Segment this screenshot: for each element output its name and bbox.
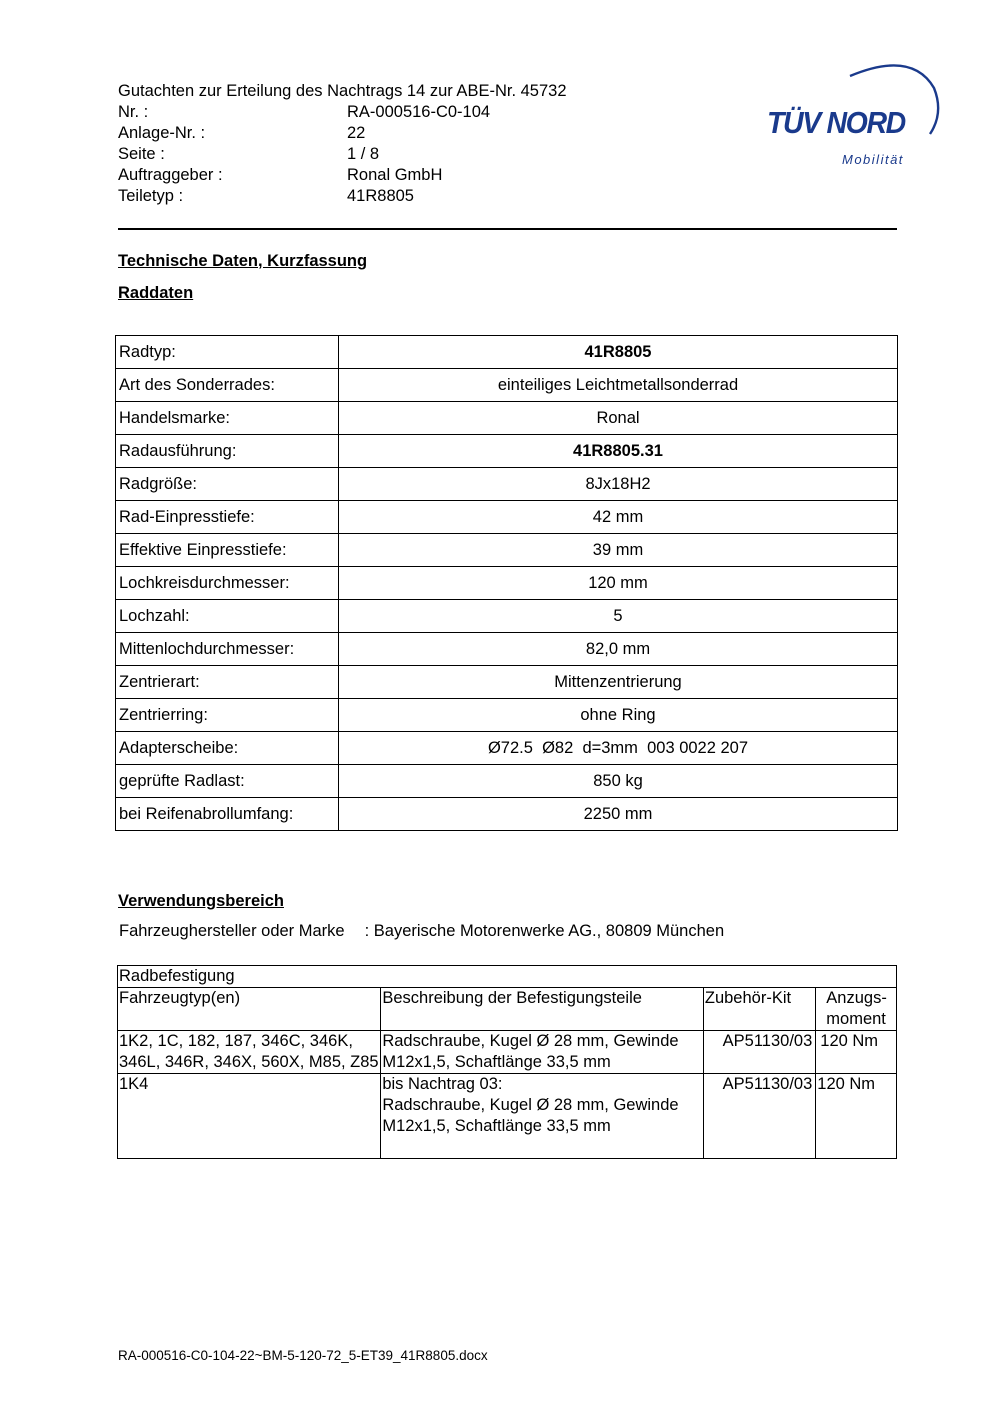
table-row <box>116 534 898 567</box>
row-value: 5 <box>339 600 898 633</box>
section-heading-raddaten: Raddaten <box>118 284 194 302</box>
row-label: Radausführung: <box>116 435 339 468</box>
raddaten-table <box>115 335 898 831</box>
footer-filename: RA-000516-C0-104-22~BM-5-120-72_5-ET39_41R8805.docx <box>118 1348 488 1363</box>
row-value: Ronal <box>339 402 898 435</box>
row-value: einteiliges Leichtmetallsonderrad <box>339 369 898 402</box>
row-label: Zentrierring: <box>116 699 339 732</box>
row-label: bei Reifenabrollumfang: <box>116 798 339 831</box>
anzugsmoment-cell: 120 Nm <box>816 1074 897 1159</box>
header-divider <box>118 228 897 230</box>
table-row <box>116 798 898 831</box>
row-label: Mittenlochdurchmesser: <box>116 633 339 666</box>
row-label: Lochzahl: <box>116 600 339 633</box>
beschreibung-line: Radschraube, Kugel Ø 28 mm, Gewinde M12x1,5, Schaftlänge 33,5 mm <box>382 1096 679 1135</box>
document-title: Gutachten zur Erteilung des Nachtrags 14 zur ABE-Nr. 45732 <box>118 82 567 100</box>
header-row-seite <box>118 144 678 165</box>
header-value: 41R8805 <box>347 187 414 205</box>
row-label: Art des Sonderrades: <box>116 369 339 402</box>
row-value: 41R8805.31 <box>339 435 898 468</box>
column-header: Fahrzeugtyp(en) <box>118 988 381 1031</box>
table-row <box>116 699 898 732</box>
beschreibung-cell: Radschraube, Kugel Ø 28 mm, Gewinde M12x1,5, Schaftlänge 33,5 mm <box>381 1031 704 1074</box>
zubehoer-kit-cell: AP51130/03 <box>703 1074 815 1159</box>
header-label: Teiletyp : <box>118 187 184 205</box>
logo-subtitle: Mobilität <box>842 152 904 167</box>
header-value: 22 <box>347 124 366 142</box>
column-header: Zubehör-Kit <box>703 988 815 1031</box>
row-label: Handelsmarke: <box>116 402 339 435</box>
header-row-teiletyp <box>118 186 678 207</box>
row-label: Radtyp: <box>116 336 339 369</box>
table-header-row <box>118 988 897 1031</box>
table-row <box>116 402 898 435</box>
header-label: Seite : <box>118 145 165 163</box>
row-label: Lochkreisdurchmesser: <box>116 567 339 600</box>
beschreibung-line: bis Nachtrag 03: <box>382 1075 503 1093</box>
row-label: geprüfte Radlast: <box>116 765 339 798</box>
table-row <box>116 369 898 402</box>
row-value: 41R8805 <box>339 336 898 369</box>
table-row <box>116 600 898 633</box>
row-label: Radgröße: <box>116 468 339 501</box>
row-value: 42 mm <box>339 501 898 534</box>
header-row-nr <box>118 102 678 123</box>
header-label: Nr. : <box>118 103 149 121</box>
column-header: Beschreibung der Befestigungsteile <box>381 988 704 1031</box>
table-title: Radbefestigung <box>118 966 897 988</box>
table-row <box>116 765 898 798</box>
logo-wordmark: TÜV NORD <box>767 105 905 140</box>
section-heading-verwendungsbereich: Verwendungsbereich <box>118 892 284 910</box>
row-value: 120 mm <box>339 567 898 600</box>
row-value: 8Jx18H2 <box>339 468 898 501</box>
table-row <box>116 633 898 666</box>
fahrzeughersteller-value: : Bayerische Motorenwerke AG., 80809 München <box>364 922 725 940</box>
zubehoer-kit-cell: AP51130/03 <box>703 1031 815 1074</box>
beschreibung-cell <box>381 1074 704 1159</box>
row-label: Adapterscheibe: <box>116 732 339 765</box>
radbefestigung-table <box>117 965 897 1159</box>
row-value: ohne Ring <box>339 699 898 732</box>
section-heading-technische-daten: Technische Daten, Kurzfassung <box>118 252 368 270</box>
row-value: 850 kg <box>339 765 898 798</box>
fahrzeughersteller-line <box>119 922 724 941</box>
column-header: Anzugs-moment <box>816 988 897 1031</box>
header-value: 1 / 8 <box>347 145 380 163</box>
table-row <box>118 1031 897 1074</box>
anzugsmoment-cell: 120 Nm <box>816 1031 897 1074</box>
table-row <box>118 1074 897 1159</box>
fahrzeugtyp-cell: 1K2, 1C, 182, 187, 346C, 346K, 346L, 346R, 346X, 560X, M85, Z85 <box>118 1031 381 1074</box>
header-label: Anlage-Nr. : <box>118 124 206 142</box>
row-value: 82,0 mm <box>339 633 898 666</box>
document-header <box>118 81 678 207</box>
header-row-anlage <box>118 123 678 144</box>
fahrzeugtyp-cell: 1K4 <box>118 1074 381 1159</box>
row-value: Mittenzentrierung <box>339 666 898 699</box>
table-row <box>116 468 898 501</box>
table-row <box>116 336 898 369</box>
row-label: Effektive Einpresstiefe: <box>116 534 339 567</box>
row-label: Rad-Einpresstiefe: <box>116 501 339 534</box>
row-label: Zentrierart: <box>116 666 339 699</box>
table-row <box>116 501 898 534</box>
fahrzeughersteller-label: Fahrzeughersteller oder Marke <box>119 922 345 940</box>
table-row <box>116 666 898 699</box>
table-row <box>116 732 898 765</box>
table-row <box>116 567 898 600</box>
header-value: Ronal GmbH <box>347 166 443 184</box>
header-value: RA-000516-C0-104 <box>347 103 491 121</box>
tuv-nord-logo <box>762 58 942 170</box>
row-value: Ø72.5 Ø82 d=3mm 003 0022 207 <box>339 732 898 765</box>
header-row-auftraggeber <box>118 165 678 186</box>
table-row <box>116 435 898 468</box>
row-value: 39 mm <box>339 534 898 567</box>
table-title-row <box>118 966 897 988</box>
header-label: Auftraggeber : <box>118 166 223 184</box>
row-value: 2250 mm <box>339 798 898 831</box>
